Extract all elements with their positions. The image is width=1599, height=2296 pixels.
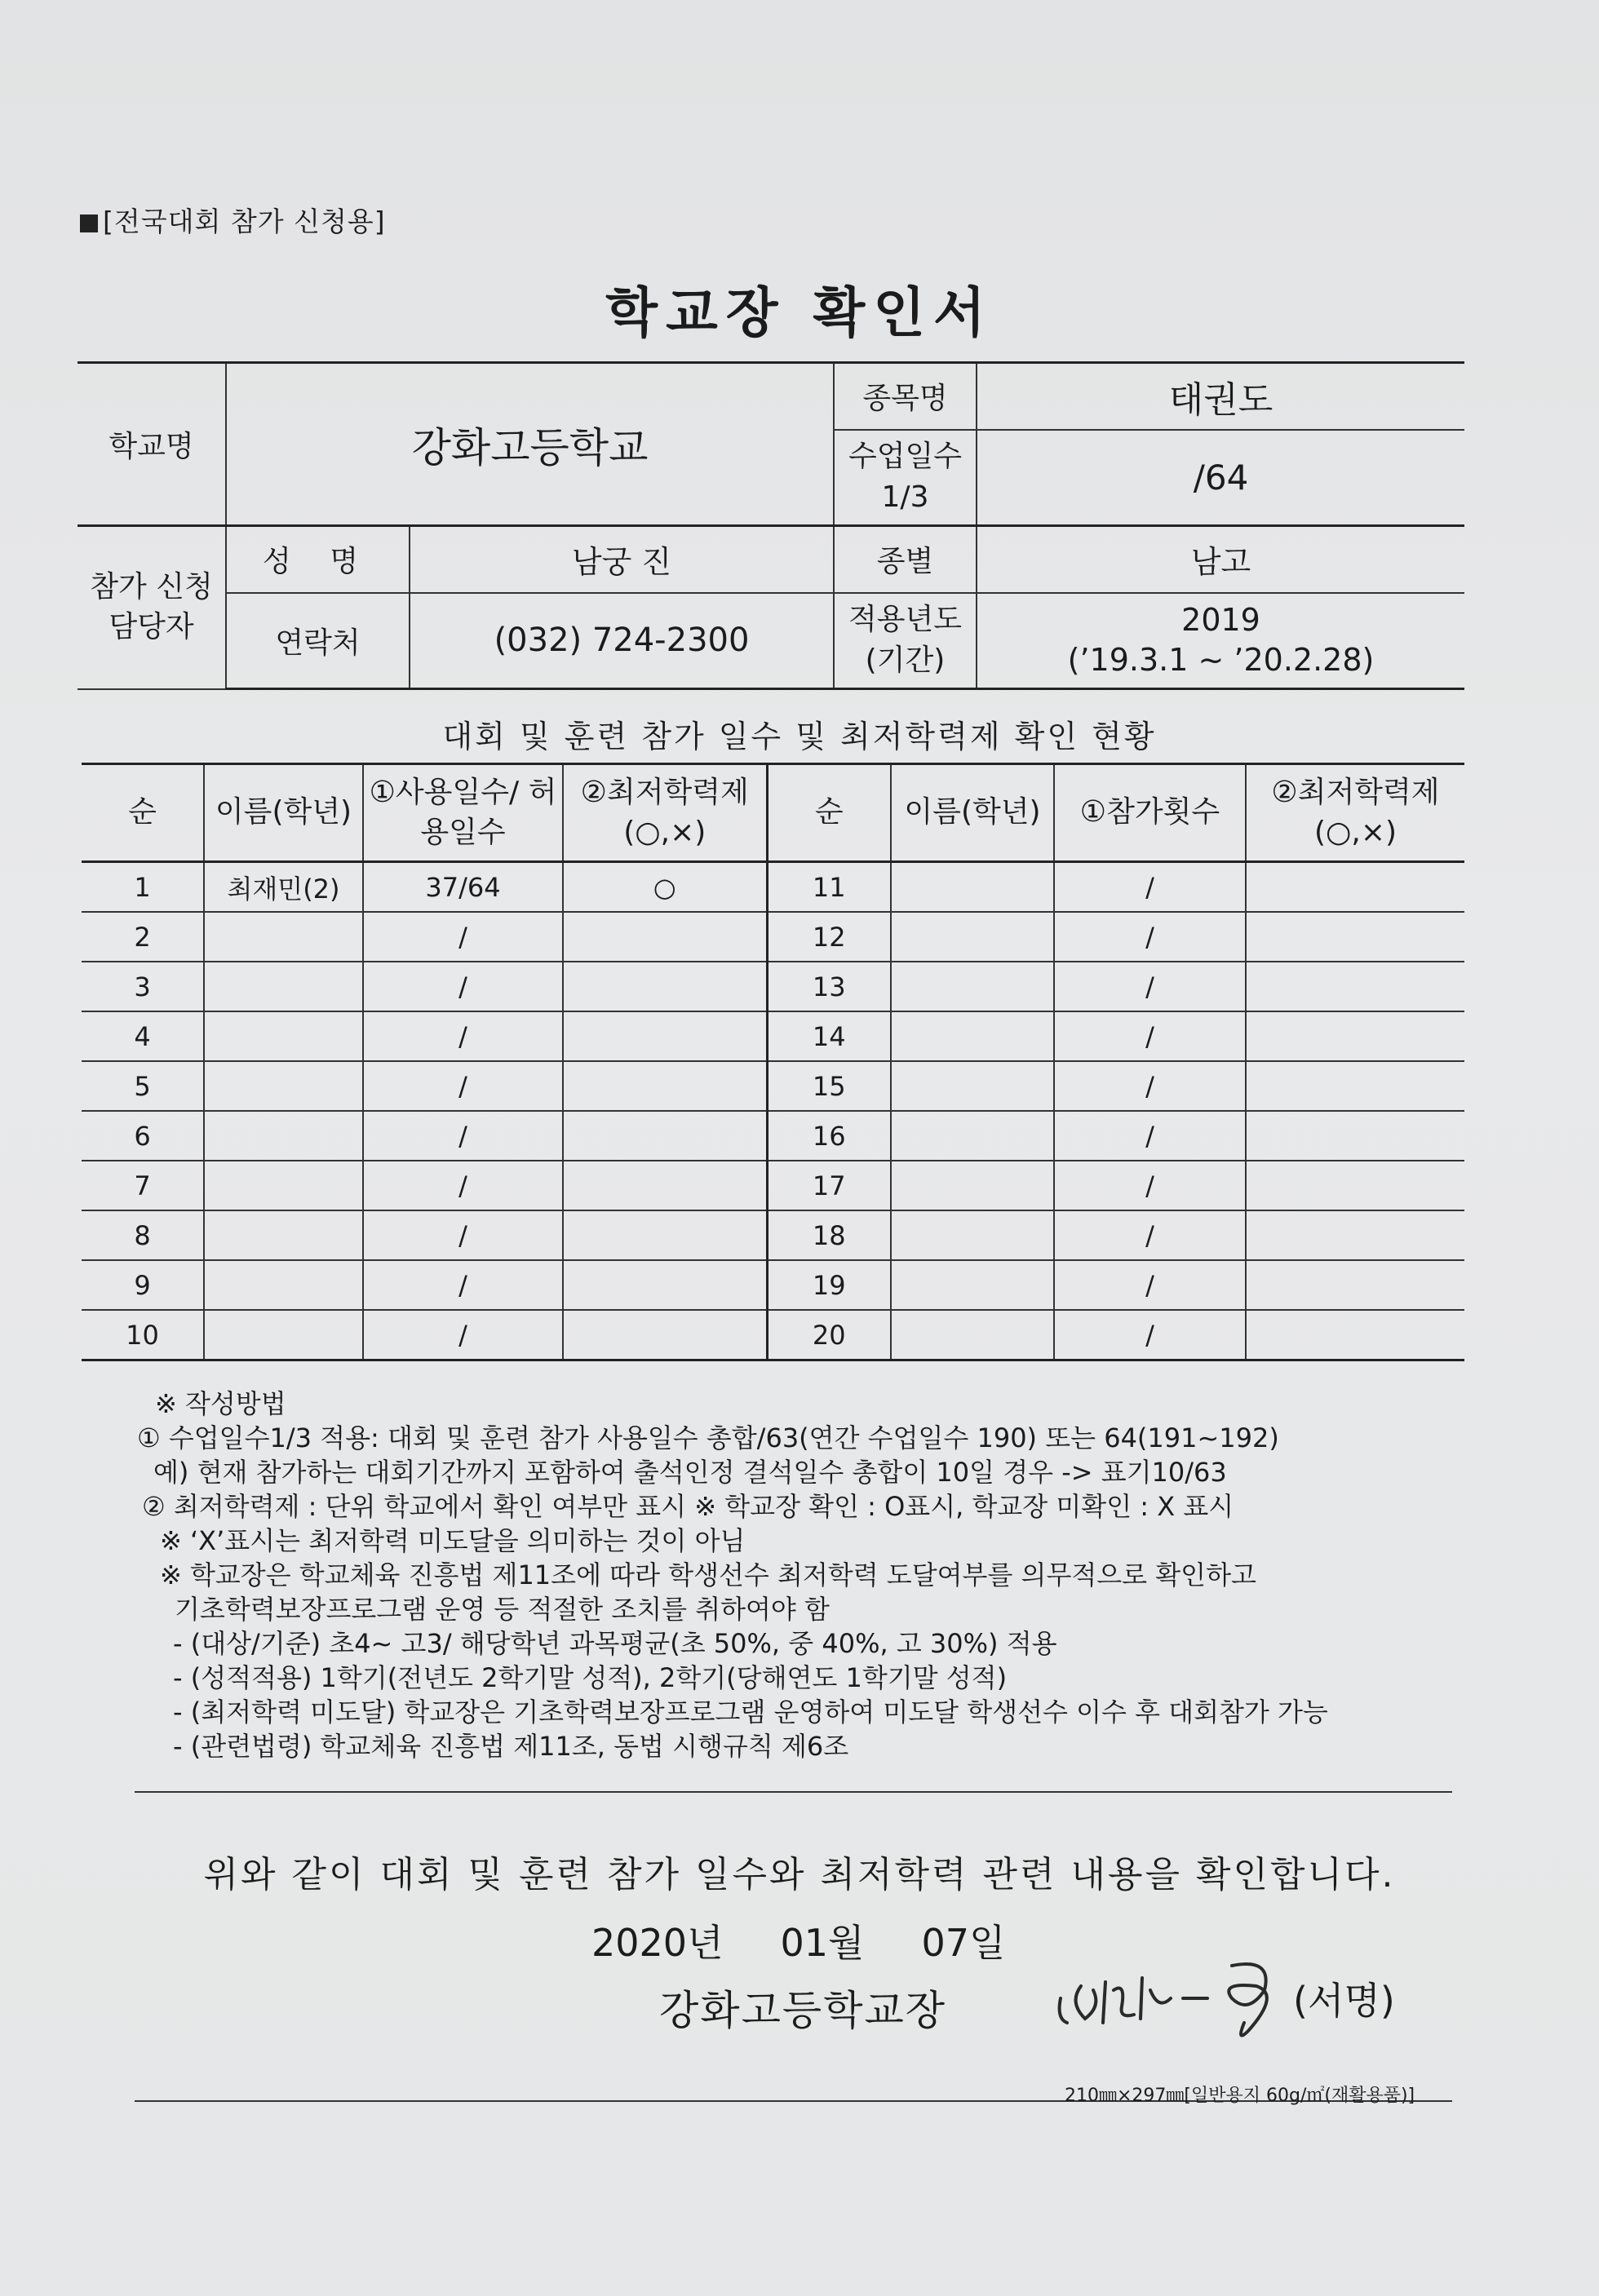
row-no-right: 19 — [767, 1260, 891, 1310]
row-name-left: 최재민(2) — [204, 862, 363, 913]
col-name-right: 이름(학년) — [891, 764, 1054, 862]
note-line: - (대상/기준) 초4~ 고3/ 해당학년 과목평균(초 50%, 중 40%, 고 30%) 적용 — [173, 1628, 1057, 1659]
class-days-value: /64 — [977, 430, 1464, 526]
row-min-left — [563, 1161, 767, 1210]
row-min-right — [1246, 1260, 1464, 1310]
row-name-left — [204, 1061, 363, 1111]
signature-label: (서명) — [1293, 1979, 1395, 2023]
contact-label: 연락처 — [226, 593, 410, 689]
row-count: / — [1054, 862, 1246, 913]
row-min-left — [563, 912, 767, 962]
row-days: / — [363, 1310, 563, 1360]
row-name-right — [891, 1061, 1054, 1111]
date-day: 07일 — [921, 1921, 1006, 1965]
confirmation-statement: 위와 같이 대회 및 훈련 참가 일수와 최저학력 관련 내용을 확인합니다. — [203, 1854, 1396, 1896]
row-min-right — [1246, 912, 1464, 962]
table-row — [82, 1011, 1464, 1061]
type-label: 종별 — [834, 526, 977, 593]
principal-title: 강화고등학교장 — [659, 1987, 947, 2034]
confirmation-date — [591, 1913, 1062, 1967]
note-line: ② 최저학력제 : 단위 학교에서 확인 여부만 표시 ※ 학교장 확인 : O표시, 학교장 미확인 : X 표시 — [142, 1491, 1234, 1522]
table-row — [82, 1260, 1464, 1310]
row-name-right — [891, 1011, 1054, 1061]
table-row — [82, 1061, 1464, 1111]
col-name-left: 이름(학년) — [204, 764, 363, 862]
row-min-right — [1246, 1210, 1464, 1260]
row-no-right: 15 — [767, 1061, 891, 1111]
col-min-left: ②최저학력제 (○,×) — [563, 764, 767, 862]
event-value: 태권도 — [977, 363, 1464, 430]
row-no-left: 1 — [82, 862, 204, 913]
row-name-left — [204, 1310, 363, 1360]
row-min-left — [563, 1260, 767, 1310]
row-name-right — [891, 912, 1054, 962]
school-name: 강화고등학교 — [226, 363, 834, 526]
date-month: 01월 — [780, 1921, 865, 1965]
table-row — [82, 962, 1464, 1011]
page-title: 학교장 확인서 — [605, 281, 994, 344]
row-days: / — [363, 912, 563, 962]
row-no-right: 13 — [767, 962, 891, 1011]
table-row — [82, 1111, 1464, 1161]
row-min-right — [1246, 1161, 1464, 1210]
section-title: 대회 및 훈련 참가 일수 및 최저학력제 확인 현황 — [442, 719, 1157, 754]
row-min-right — [1246, 862, 1464, 913]
table-row — [82, 1210, 1464, 1260]
note-line: ※ 학교장은 학교체육 진흥법 제11조에 따라 학생선수 최저학력 도달여부를 의무적으로 확인하고 — [160, 1559, 1256, 1590]
row-min-right — [1246, 962, 1464, 1011]
row-min-right — [1246, 1310, 1464, 1360]
row-name-right — [891, 962, 1054, 1011]
row-min-left — [563, 962, 767, 1011]
table-row — [82, 1161, 1464, 1210]
participation-table — [82, 763, 1464, 1361]
table-row — [82, 1310, 1464, 1360]
row-name-left — [204, 1260, 363, 1310]
year-cell — [977, 593, 1464, 689]
name-label: 성 명 — [226, 526, 410, 593]
divider-line — [135, 1791, 1452, 1793]
row-days: / — [363, 1061, 563, 1111]
note-line: 기초학력보장프로그램 운영 등 적절한 조치를 취하여야 함 — [175, 1594, 830, 1625]
col-days: ①사용일수/ 허용일수 — [363, 764, 563, 862]
writing-instructions — [137, 1387, 1460, 1763]
row-min-left — [563, 1111, 767, 1161]
row-no-right: 11 — [767, 862, 891, 913]
row-no-right: 12 — [767, 912, 891, 962]
row-no-left: 8 — [82, 1210, 204, 1260]
row-no-right: 17 — [767, 1161, 891, 1210]
row-no-left: 10 — [82, 1310, 204, 1360]
col-no-right: 순 — [767, 764, 891, 862]
form-tag — [80, 201, 386, 239]
school-label: 학교명 — [78, 363, 226, 526]
table-row — [82, 912, 1464, 962]
note-line: ※ ‘X’표시는 최저학력 미도달을 의미하는 것이 아님 — [160, 1525, 746, 1556]
col-min-right: ②최저학력제 (○,×) — [1246, 764, 1464, 862]
row-count: / — [1054, 1161, 1246, 1210]
row-min-left — [563, 1310, 767, 1360]
note-line: ① 수업일수1/3 적용: 대회 및 훈련 참가 사용일수 총합/63(연간 수업일수 190) 또는 64(191~192) — [137, 1422, 1279, 1453]
year-value: 2019 — [1181, 601, 1260, 638]
row-min-right — [1246, 1111, 1464, 1161]
row-no-right: 14 — [767, 1011, 891, 1061]
row-no-right: 16 — [767, 1111, 891, 1161]
event-label: 종목명 — [834, 363, 977, 430]
row-no-left: 9 — [82, 1260, 204, 1310]
row-count: / — [1054, 962, 1246, 1011]
contact-value: (032) 724-2300 — [410, 593, 834, 689]
row-name-right — [891, 1260, 1054, 1310]
period-value: (’19.3.1 ~ ’20.2.28) — [1067, 642, 1375, 679]
row-count: / — [1054, 912, 1246, 962]
note-line: ※ 작성방법 — [155, 1388, 286, 1419]
header-info-table — [78, 361, 1464, 690]
row-days: / — [363, 1161, 563, 1210]
square-bullet-icon — [80, 215, 98, 232]
row-no-left: 6 — [82, 1111, 204, 1161]
row-name-right — [891, 1310, 1054, 1360]
row-days: / — [363, 1260, 563, 1310]
row-name-right — [891, 862, 1054, 913]
row-name-left — [204, 1210, 363, 1260]
note-line: - (성적적용) 1학기(전년도 2학기말 성적), 2학기(당해연도 1학기말 성적) — [173, 1662, 1008, 1693]
handwritten-signature — [1044, 1941, 1289, 2047]
row-no-left: 7 — [82, 1161, 204, 1210]
row-count: / — [1054, 1111, 1246, 1161]
paper-spec-footer: 210㎜×297㎜[일반용지 60g/㎡(재활용품)] — [1065, 2086, 1415, 2106]
class-days-label: 수업일수 1/3 — [834, 430, 977, 526]
note-line: - (최저학력 미도달) 학교장은 기초학력보장프로그램 운영하여 미도달 학생선수 이수 후 대회참가 가능 — [173, 1697, 1328, 1728]
col-no-left: 순 — [82, 764, 204, 862]
row-no-left: 4 — [82, 1011, 204, 1061]
note-line: 예) 현재 참가하는 대회기간까지 포함하여 출석인정 결석일수 총합이 10일 경우 -> 표기10/63 — [153, 1457, 1227, 1488]
row-name-right — [891, 1111, 1054, 1161]
year-label: 적용년도 (기간) — [834, 593, 977, 689]
row-name-left — [204, 1161, 363, 1210]
row-name-left — [204, 962, 363, 1011]
col-count: ①참가횟수 — [1054, 764, 1246, 862]
row-min-left: ○ — [563, 862, 767, 913]
row-name-right — [891, 1210, 1054, 1260]
row-days: / — [363, 1111, 563, 1161]
row-count: / — [1054, 1310, 1246, 1360]
form-tag-text: [전국대회 참가 신청용] — [103, 206, 386, 237]
row-name-left — [204, 912, 363, 962]
row-no-right: 18 — [767, 1210, 891, 1260]
row-min-left — [563, 1210, 767, 1260]
row-count: / — [1054, 1061, 1246, 1111]
row-count: / — [1054, 1210, 1246, 1260]
row-min-right — [1246, 1061, 1464, 1111]
row-days: / — [363, 1210, 563, 1260]
row-no-left: 3 — [82, 962, 204, 1011]
row-min-right — [1246, 1011, 1464, 1061]
table-row — [82, 862, 1464, 913]
type-value: 남고 — [977, 526, 1464, 593]
row-days: / — [363, 1011, 563, 1061]
row-min-left — [563, 1061, 767, 1111]
applicant-label: 참가 신청 담당자 — [78, 526, 226, 689]
row-min-left — [563, 1011, 767, 1061]
row-count: / — [1054, 1011, 1246, 1061]
row-days: / — [363, 962, 563, 1011]
row-name-right — [891, 1161, 1054, 1210]
row-days: 37/64 — [363, 862, 563, 913]
row-count: / — [1054, 1260, 1246, 1310]
name-value: 남궁 진 — [410, 526, 834, 593]
note-line: - (관련법령) 학교체육 진흥법 제11조, 동법 시행규칙 제6조 — [173, 1731, 849, 1762]
row-no-left: 5 — [82, 1061, 204, 1111]
date-year: 2020년 — [591, 1921, 724, 1965]
row-no-left: 2 — [82, 912, 204, 962]
row-name-left — [204, 1111, 363, 1161]
row-no-right: 20 — [767, 1310, 891, 1360]
row-name-left — [204, 1011, 363, 1061]
